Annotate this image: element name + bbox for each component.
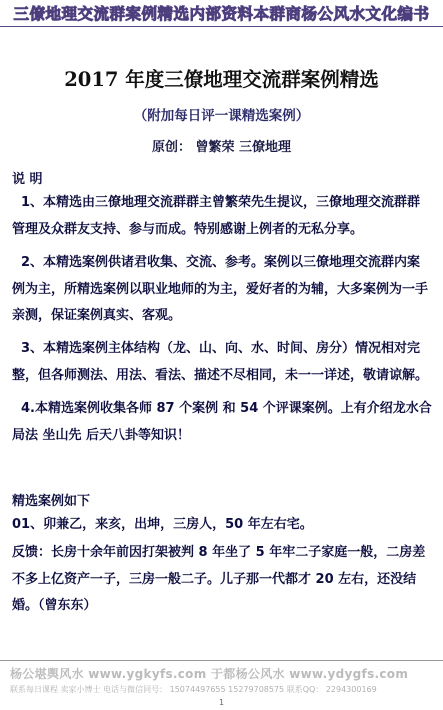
note-paragraph-1: 1、本精选由三僚地理交流群群主曾繁荣先生提议，三僚地理交流群群管理及众群友支持、参与而成。特别感谢上例者的无私分享。 xyxy=(12,195,421,237)
document-title: 2017 年度三僚地理交流群案例精选 xyxy=(64,68,379,91)
note-paragraph-2: 2、本精选案例供诸君收集、交流、参考。案例以三僚地理交流群内案例为主，所精选案例以职业地师的为主，爱好者的为辅，大多案例为一手亲测，保证案例真实、客观。 xyxy=(12,255,429,323)
document-subtitle: （附加每日评一课精选案例） xyxy=(133,108,310,124)
note-paragraph-3: 3、本精选案例主体结构（龙、山、向、水、时间、房分）情况相对完整，但各师测法、用法、看法、描述不尽相同，未一一详述，敬请谅解。 xyxy=(12,341,429,383)
section-heading: 精选案例如下 xyxy=(12,494,91,509)
page-number: 1 xyxy=(218,698,225,707)
banner-text: 三僚地理交流群案例精选内部资料本群商杨公风水文化编书 xyxy=(13,5,430,23)
case-line: 01、卯兼乙，来亥，出坤，三房人，50 年左右宅。 xyxy=(12,517,313,532)
footer-brand: 杨公堪舆风水 www.ygkyfs.com 于都杨公风水 www.ydygfs.com xyxy=(10,667,409,681)
footer-divider xyxy=(0,660,443,661)
document-author: 原创： 曾繁荣 三僚地理 xyxy=(151,140,292,155)
footer-contact: 联系每日课程 卖家小博士 电话与微信同号： 15074497655 15279708575 联系QQ： 2294300169 xyxy=(10,685,377,694)
note-paragraph-4: 4.本精选案例收集各师 87 个案例 和 54 个评课案例。上有介绍龙水合局法 坐山先 后天八卦等知识！ xyxy=(12,401,432,443)
case-feedback: 反馈：长房十余年前因打架被判 8 年坐了 5 年牢二子家庭一般，二房差不多上亿资产一子，三房一般二子。儿子那一代都才 20 左右，还没结婚。（曾东东） xyxy=(12,545,426,613)
header-banner xyxy=(0,0,443,27)
notes-heading: 说 明 xyxy=(12,172,43,187)
